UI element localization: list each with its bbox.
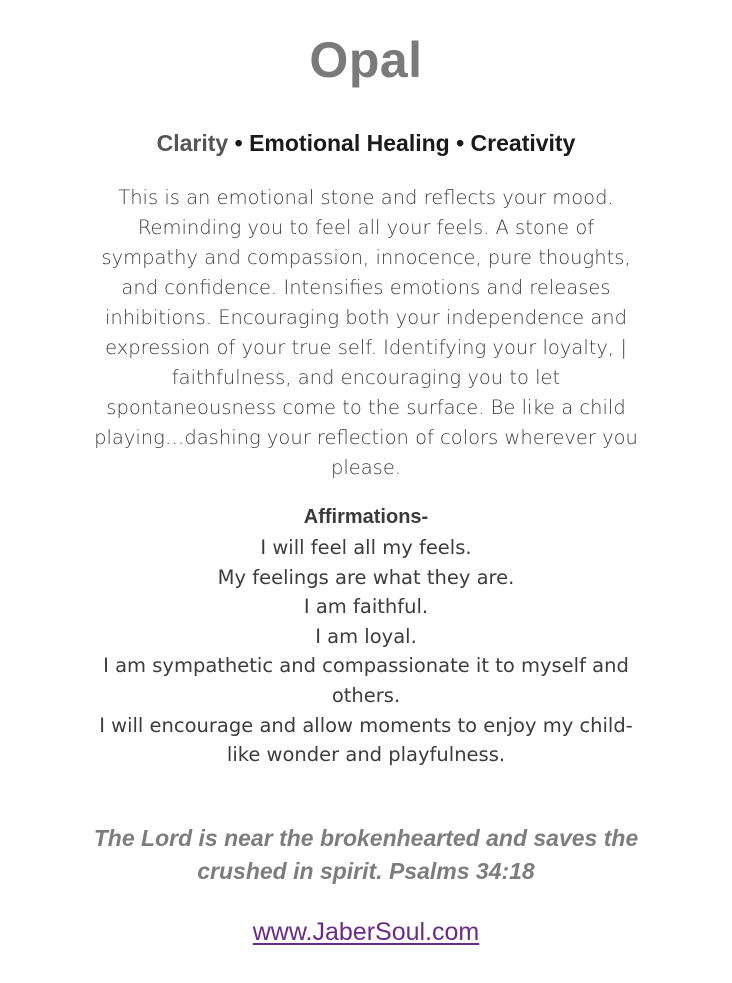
affirmation-line: I am sympathetic and compassionate it to myself and — [103, 654, 629, 678]
tagline-creativity: Creativity — [470, 130, 576, 156]
affirmation-line: I am faithful. — [303, 595, 429, 619]
affirmations-heading: Affirmations- — [303, 506, 429, 528]
affirmation-line: others. — [331, 683, 401, 707]
website-link[interactable]: www.JaberSoul.com — [252, 918, 480, 946]
description-line: Reminding you to feel all your feels. A stone of — [137, 216, 595, 239]
description-line: spontaneousness come to the surface. Be like a child — [106, 396, 626, 419]
affirmation-line: I will encourage and allow moments to enjoy my child- — [99, 713, 633, 737]
tagline-separator-1: • — [228, 130, 250, 156]
description-line: expression of your true self. Identifying your loyalty, | — [105, 336, 627, 359]
tagline — [0, 128, 732, 158]
verse-line: The Lord is near the brokenhearted and saves the — [93, 825, 639, 851]
affirmations-list — [40, 533, 692, 770]
website-footer — [0, 914, 732, 950]
description-line: playing…dashing your reflection of colors wherever you — [94, 426, 638, 449]
affirmation-line: I am loyal. — [315, 624, 417, 648]
affirmation-line: like wonder and playfulness. — [226, 743, 506, 767]
description-line: faithfulness, and encouraging you to let — [171, 366, 561, 389]
affirmation-line: My feelings are what they are. — [217, 565, 515, 589]
verse-line: crushed in spirit. Psalms 34:18 — [197, 858, 535, 884]
affirmation-line: I will feel all my feels. — [260, 536, 472, 559]
page-title: Opal — [309, 32, 423, 88]
tagline-separator-2: • — [449, 130, 471, 156]
description-line: This is an emotional stone and reflects your mood. — [118, 186, 614, 209]
description-line: please. — [330, 456, 402, 479]
description-line: sympathy and compassion, innocence, pure thoughts, — [101, 246, 631, 269]
description-paragraph — [50, 183, 682, 483]
description-line: and confidence. Intensifies emotions and releases — [121, 276, 611, 299]
tagline-clarity: Clarity — [156, 130, 229, 156]
description-line: inhibitions. Encouraging both your independence and — [104, 306, 628, 329]
tagline-emotional-healing: Emotional Healing — [249, 130, 450, 156]
scripture-verse — [30, 822, 702, 888]
